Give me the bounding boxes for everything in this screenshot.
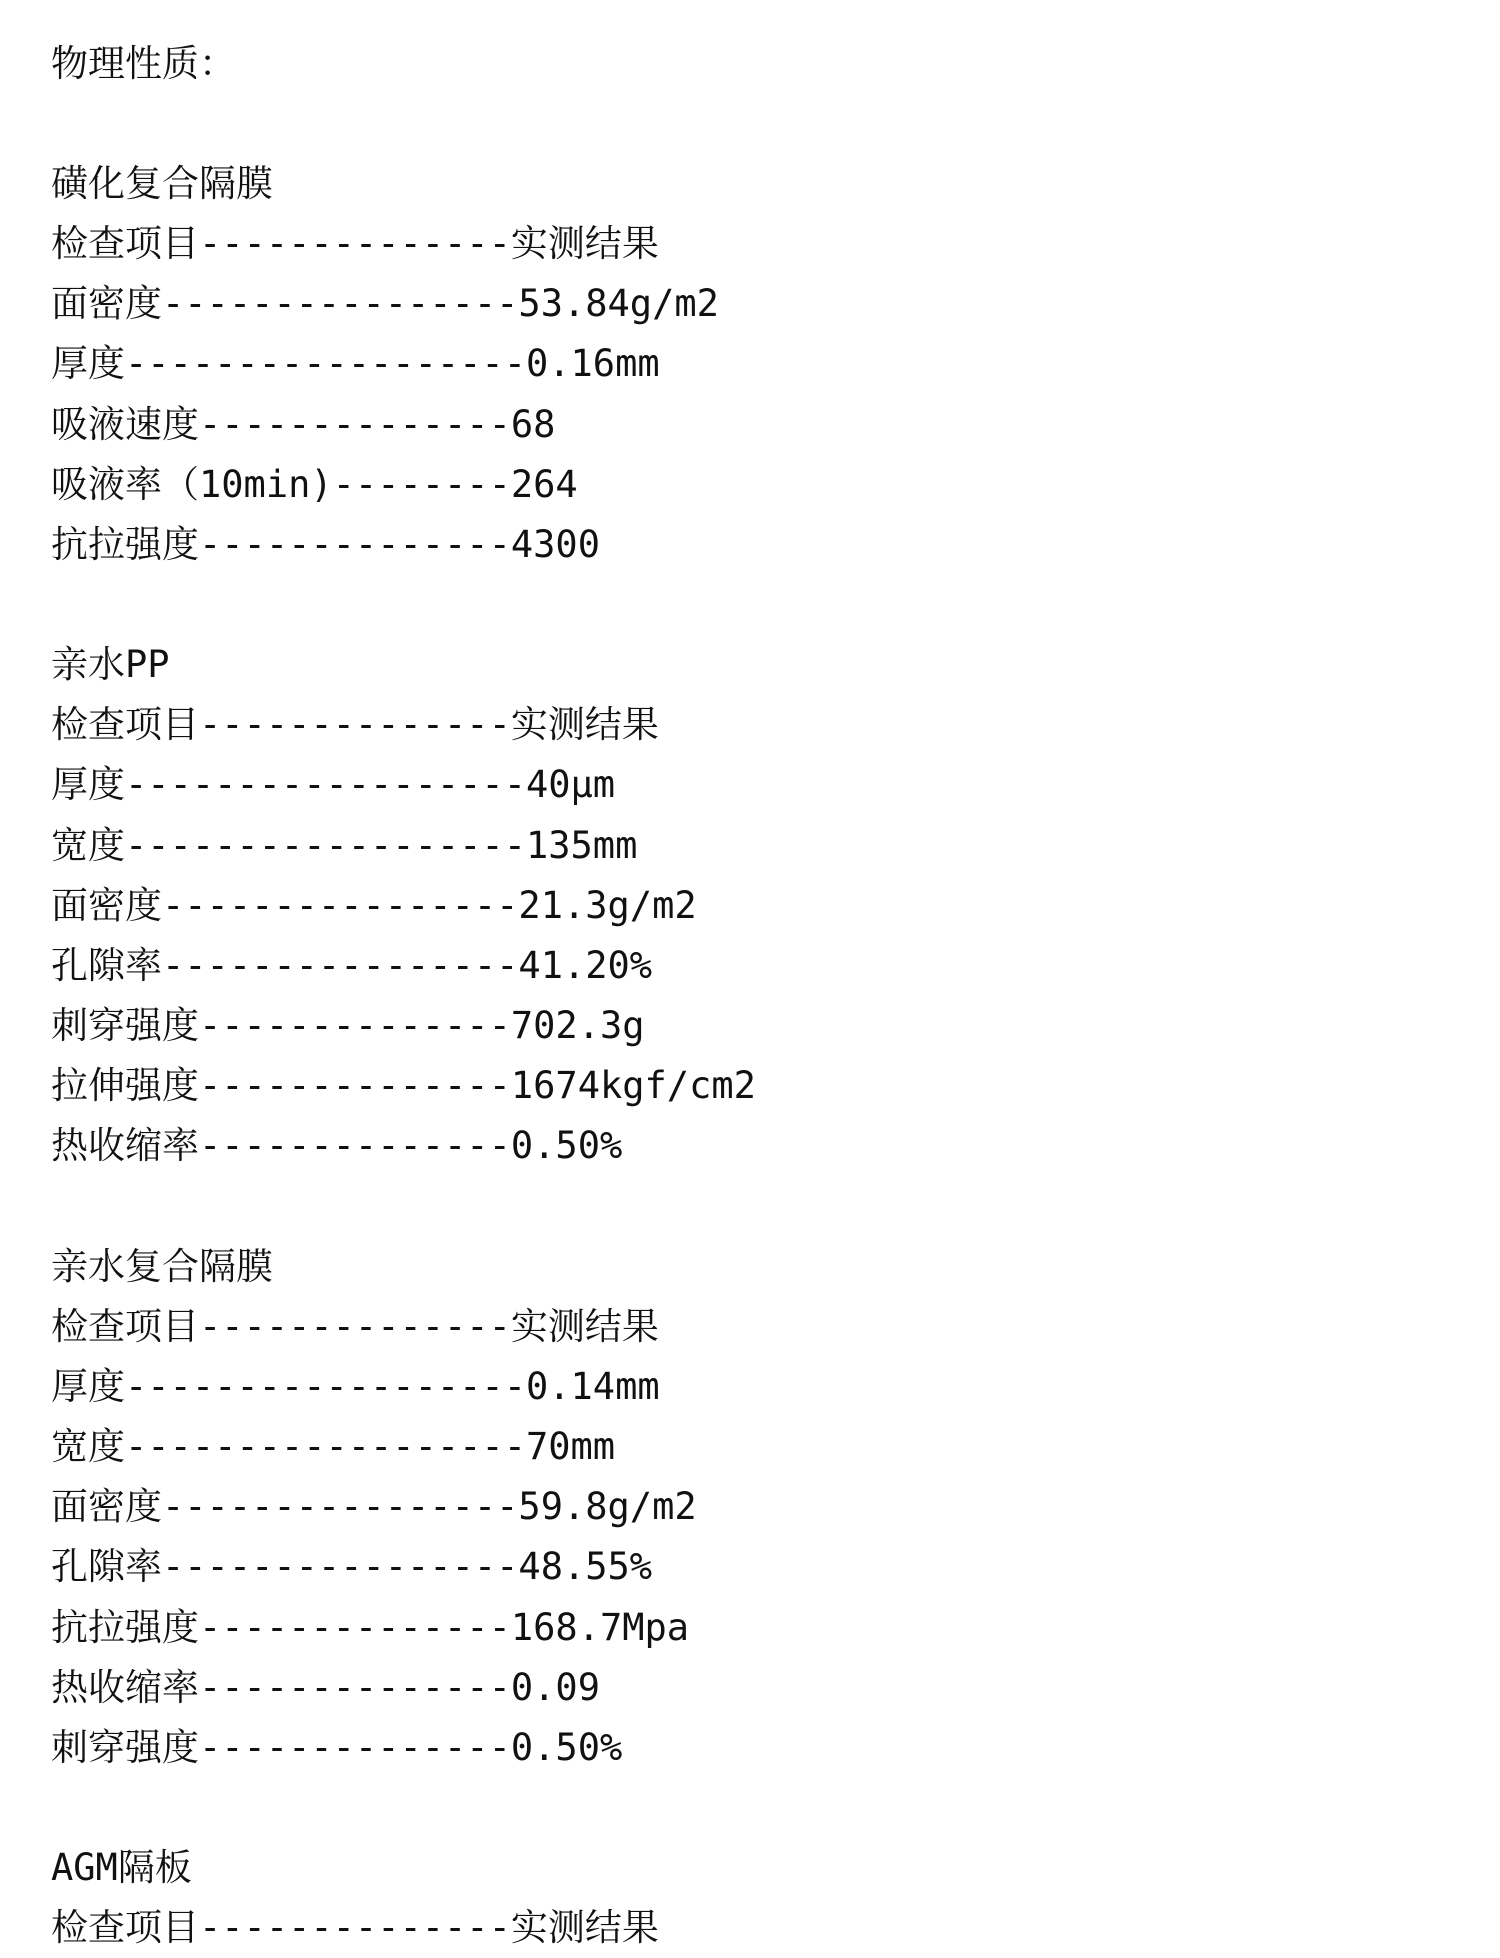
data-row: 拉伸强度--------------1674kgf/cm2 xyxy=(51,1064,756,1108)
document xyxy=(51,34,1451,1958)
section-hydrophilic-pp xyxy=(51,635,1451,1177)
section-title: AGM隔板 xyxy=(51,1846,192,1890)
data-row: 宽度------------------135mm xyxy=(51,823,638,867)
data-row: 吸液率（10min)--------264 xyxy=(51,462,578,506)
table-header-row: 检查项目--------------实测结果 xyxy=(51,222,659,265)
section-hydrophilic-composite-separator xyxy=(51,1237,1451,1779)
data-row: 刺穿强度--------------702.3g xyxy=(51,1004,645,1048)
data-row: 孔隙率----------------41.20% xyxy=(51,943,653,987)
data-row: 面密度----------------59.8g/m2 xyxy=(51,1485,697,1529)
page-heading: 物理性质： xyxy=(51,42,236,85)
section-agm-separator xyxy=(51,1838,1451,1958)
table-header-row: 检查项目--------------实测结果 xyxy=(51,1304,659,1348)
data-row: 孔隙率----------------48.55% xyxy=(51,1545,653,1589)
section-title: 磺化复合隔膜 xyxy=(51,162,273,205)
section-title: 亲水复合隔膜 xyxy=(51,1244,273,1288)
data-row: 厚度------------------0.14mm xyxy=(51,1364,660,1408)
data-row: 刺穿强度--------------0.50% xyxy=(51,1725,623,1769)
data-row: 抗拉强度--------------168.7Mpa xyxy=(51,1605,690,1649)
data-row: 面密度----------------53.84g/m2 xyxy=(51,282,719,326)
data-row: 面密度----------------21.3g/m2 xyxy=(51,883,697,927)
section-title: 亲水PP xyxy=(51,643,170,687)
data-row: 热收缩率--------------0.50% xyxy=(51,1124,623,1168)
table-header-row: 检查项目--------------实测结果 xyxy=(51,703,659,747)
data-row: 厚度------------------0.16mm xyxy=(51,342,660,386)
data-row: 吸液速度--------------68 xyxy=(51,402,556,446)
data-row: 厚度------------------40μm xyxy=(51,763,616,807)
data-row: 宽度------------------70mm xyxy=(51,1425,616,1468)
data-row: 抗拉强度--------------4300 xyxy=(51,522,600,566)
data-row: 热收缩率--------------0.09 xyxy=(51,1665,600,1709)
section-sulfonated-composite-separator xyxy=(51,154,1451,575)
table-header-row: 检查项目--------------实测结果 xyxy=(51,1906,659,1950)
